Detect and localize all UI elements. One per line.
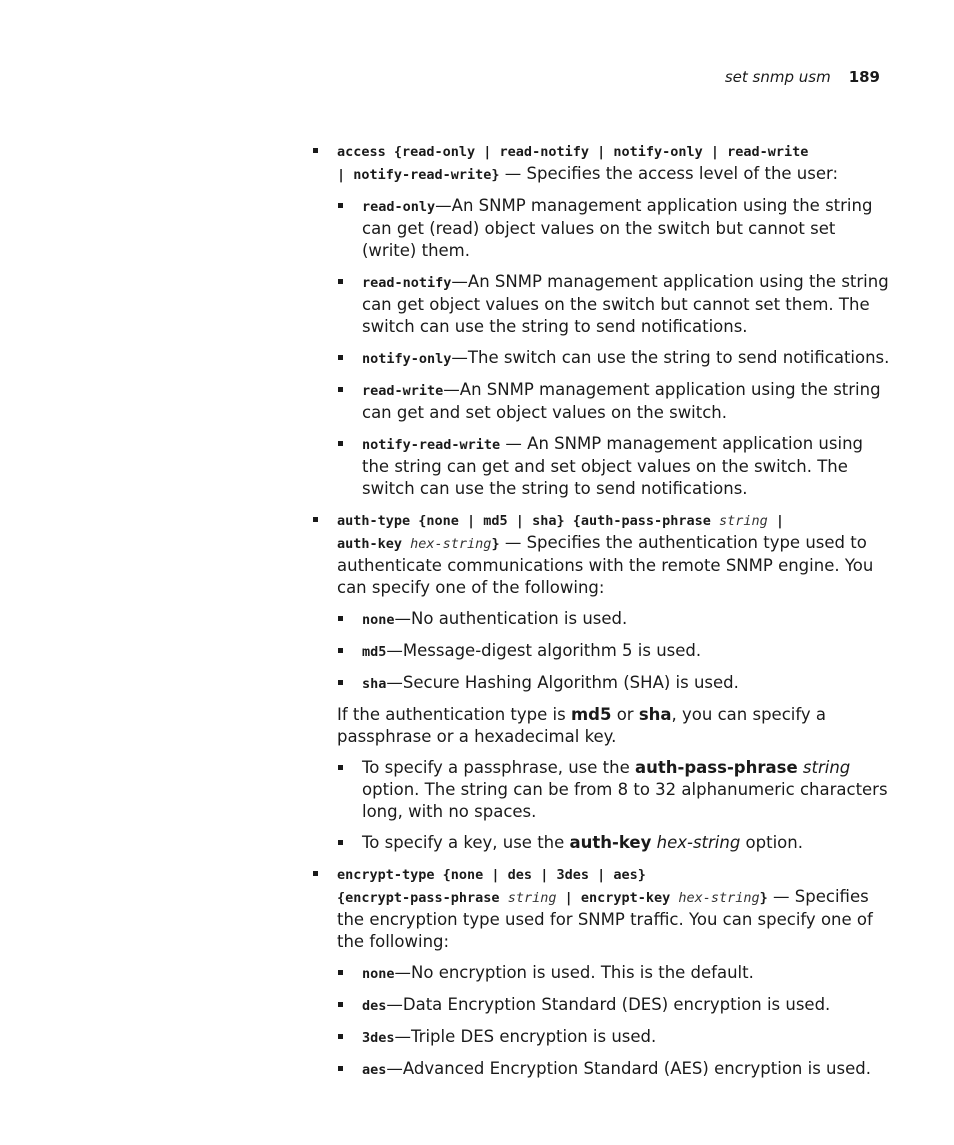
bullet-icon [338, 840, 343, 845]
bullet-icon [338, 355, 343, 360]
list-item: To specify a passphrase, use the auth-pass-phrase string option. The string can be from 8 to 32 alphanumeric characters long, with no spaces. [337, 757, 890, 823]
list-item: notify-only—The switch can use the string to send notifications. [337, 347, 890, 370]
list-item: none—No authentication is used. [337, 608, 890, 631]
list-item: aes—Advanced Encryption Standard (AES) encryption is used. [337, 1058, 890, 1081]
bullet-icon [338, 203, 343, 208]
bullet-icon [338, 1034, 343, 1039]
list-item-encrypt-type [312, 863, 890, 1081]
list-item: read-notify—An SNMP management application using the string can get object values on the switch but cannot set them. The switch can use the string to send notifications. [337, 271, 890, 338]
list-item: read-write—An SNMP management application using the string can get and set object values on the switch. [337, 379, 890, 424]
bullet-icon [338, 279, 343, 284]
encrypt-syntax: encrypt-type {none | des | 3des | aes} {encrypt-pass-phrase string | encrypt-key hex-string} — Specifies the encryption type used for SNMP traffic. You can specify one of the following: [337, 867, 873, 951]
bullet-icon [313, 148, 318, 153]
bullet-icon [338, 1002, 343, 1007]
encrypt-options [337, 962, 890, 1081]
running-title: set snmp usm [724, 68, 831, 86]
list-item: 3des—Triple DES encryption is used. [337, 1026, 890, 1049]
list-item: read-only—An SNMP management application using the string can get (read) object values on the switch but cannot set (write) them. [337, 195, 890, 262]
bullet-icon [313, 517, 318, 522]
auth-note: If the authentication type is md5 or sha, you can specify a passphrase or a hexadecimal key. [337, 705, 827, 746]
auth-options [337, 608, 890, 695]
page-number: 189 [848, 68, 880, 86]
list-item: To specify a key, use the auth-key hex-string option. [337, 832, 890, 854]
list-item: notify-read-write — An SNMP management application using the string can get and set object values on the switch. The switch can use the string to send notifications. [337, 433, 890, 500]
auth-syntax: auth-type {none | md5 | sha} {auth-pass-phrase string | auth-key hex-string} — Specifies the authentication type used to authenticate communications with the remote SNMP engine. You can specify one of the following: [337, 513, 874, 597]
list-item-auth-type [312, 509, 890, 854]
list-item-access [312, 140, 890, 500]
bullet-icon [313, 871, 318, 876]
bullet-icon [338, 765, 343, 770]
bullet-icon [338, 387, 343, 392]
list-item: des—Data Encryption Standard (DES) encryption is used. [337, 994, 890, 1017]
bullet-icon [338, 1066, 343, 1071]
page-body [312, 140, 890, 1090]
list-item: md5—Message-digest algorithm 5 is used. [337, 640, 890, 663]
bullet-icon [338, 680, 343, 685]
bullet-icon [338, 970, 343, 975]
page-header [725, 66, 880, 88]
access-options [337, 195, 890, 500]
list-item: none—No encryption is used. This is the default. [337, 962, 890, 985]
bullet-icon [338, 648, 343, 653]
list-item: sha—Secure Hashing Algorithm (SHA) is used. [337, 672, 890, 695]
access-syntax: access {read-only | read-notify | notify-only | read-write | notify-read-write} — Specifies the access level of the user: [337, 144, 839, 183]
bullet-icon [338, 616, 343, 621]
bullet-icon [338, 441, 343, 446]
